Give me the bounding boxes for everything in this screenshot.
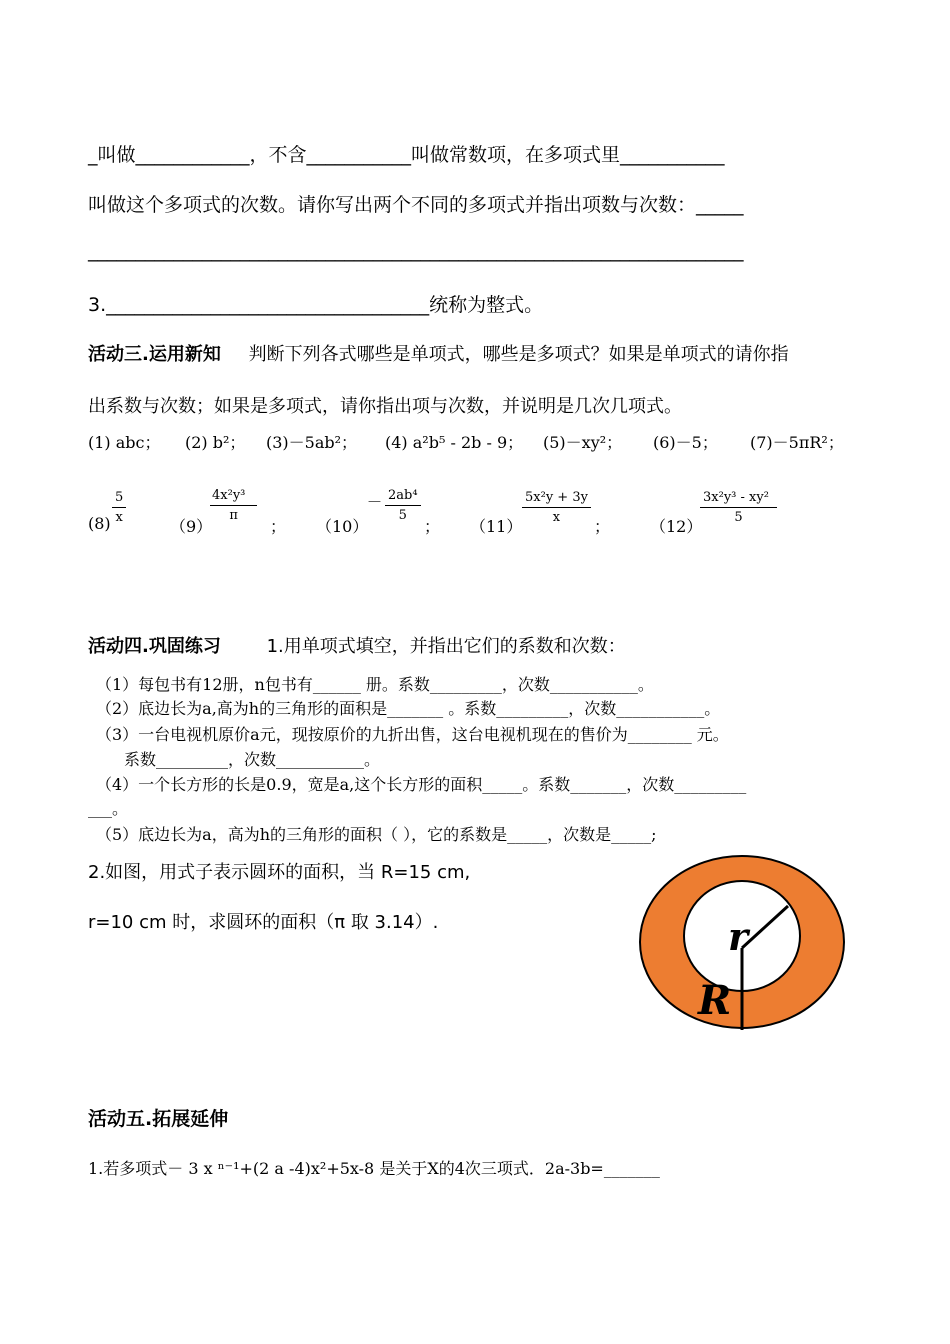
activity5-q1: 1.若多项式－ 3 x ⁿ⁻¹+(2 a -4)x²+5x-8 是关于X的4次三项式．2a-3b=_______ — [88, 1159, 660, 1178]
fraction-expression — [522, 490, 591, 525]
fraction-denominator: x — [552, 510, 561, 525]
fraction-suffix: ； — [270, 517, 287, 536]
activity3-title: 活动三.运用新知 — [88, 344, 221, 365]
definition-line-3: 3.__________________________________统称为整式。 — [88, 294, 544, 316]
fraction-numerator: 5 — [112, 490, 126, 508]
definition-blank-line: _____________________________________________________________________ — [88, 240, 744, 262]
fraction-expression — [210, 488, 257, 523]
expression-item: (6)－5； — [653, 433, 718, 452]
fraction-numerator: 2ab⁴ — [385, 488, 421, 506]
fraction-expression — [385, 488, 421, 523]
exercise-line: 系数_________，次数___________。 — [124, 750, 381, 769]
exercise-line: ___。 — [88, 799, 129, 818]
fraction-suffix: ； — [424, 517, 441, 536]
fraction-label: (8) — [88, 514, 111, 533]
fraction-denominator: 5 — [734, 510, 743, 525]
activity3-prompt-2: 出系数与次数；如果是多项式，请你指出项与次数，并说明是几次几项式。 — [88, 396, 682, 417]
fraction-label: （10） — [316, 517, 369, 536]
fraction-expression — [700, 490, 777, 525]
activity3-prompt-1: 判断下列各式哪些是单项式，哪些是多项式？如果是单项式的请你指 — [248, 344, 789, 365]
expression-item: (7)－5πR²； — [750, 433, 844, 452]
fraction-expression — [112, 490, 126, 525]
fraction-denominator: π — [229, 508, 238, 523]
fraction-numerator: 4x²y³ — [210, 488, 257, 506]
definition-line-2: 叫做这个多项式的次数。请你写出两个不同的多项式并指出项数与次数：_____ — [88, 194, 744, 216]
activity3-heading — [88, 340, 789, 366]
activity4-title: 活动四.巩固练习 — [88, 636, 221, 657]
activity5-title: 活动五.拓展延伸 — [88, 1108, 229, 1130]
fraction-numerator: 3x²y³ - xy² — [700, 490, 777, 508]
fraction-label: （12） — [650, 517, 703, 536]
fraction-numerator: 5x²y + 3y — [522, 490, 591, 508]
expression-item: (1) abc； — [88, 433, 161, 452]
fraction-label: （11） — [470, 517, 523, 536]
expression-item: (2) b²； — [185, 433, 246, 452]
fraction-label: （9） — [170, 517, 213, 536]
activity4-q1-title: 1.用单项式填空，并指出它们的系数和次数： — [266, 636, 626, 657]
outer-radius-label: R — [698, 977, 732, 1024]
exercise-line: （5）底边长为a，高为h的三角形的面积（ ），它的系数是_____，次数是_____; — [96, 825, 657, 844]
expression-item: (5)－xy²； — [543, 433, 623, 452]
fraction-minus: — — [368, 494, 381, 509]
exercise-line: （1）每包书有12册，n包书有______ 册。系数_________，次数___________。 — [96, 675, 654, 694]
fraction-suffix: ； — [594, 517, 611, 536]
fraction-denominator: x — [115, 510, 123, 525]
activity4-heading — [88, 632, 626, 658]
definition-line-1: _叫做____________，不含___________叫做常数项，在多项式里___________ — [88, 144, 725, 166]
annulus-figure — [630, 846, 870, 1046]
inner-radius-label: r — [728, 914, 749, 959]
exercise-line: （3）一台电视机原价a元，现按原价的九折出售，这台电视机现在的售价为________ 元。 — [96, 725, 729, 744]
exercise-line: （4）一个长方形的长是0.9，宽是a,这个长方形的面积_____。系数_______，次数_________ — [96, 775, 747, 794]
expression-item: (4) a²b⁵ - 2b - 9； — [385, 433, 524, 452]
fraction-denominator: 5 — [398, 508, 407, 523]
exercise-line: （2）底边长为a,高为h的三角形的面积是_______ 。系数_________，次数___________。 — [96, 699, 721, 718]
q2-line-1: 2.如图，用式子表示圆环的面积，当 R=15 cm, — [88, 862, 471, 883]
expression-item: (3)－5ab²； — [266, 433, 358, 452]
q2-line-2: r=10 cm 时，求圆环的面积（π 取 3.14）. — [88, 912, 439, 933]
